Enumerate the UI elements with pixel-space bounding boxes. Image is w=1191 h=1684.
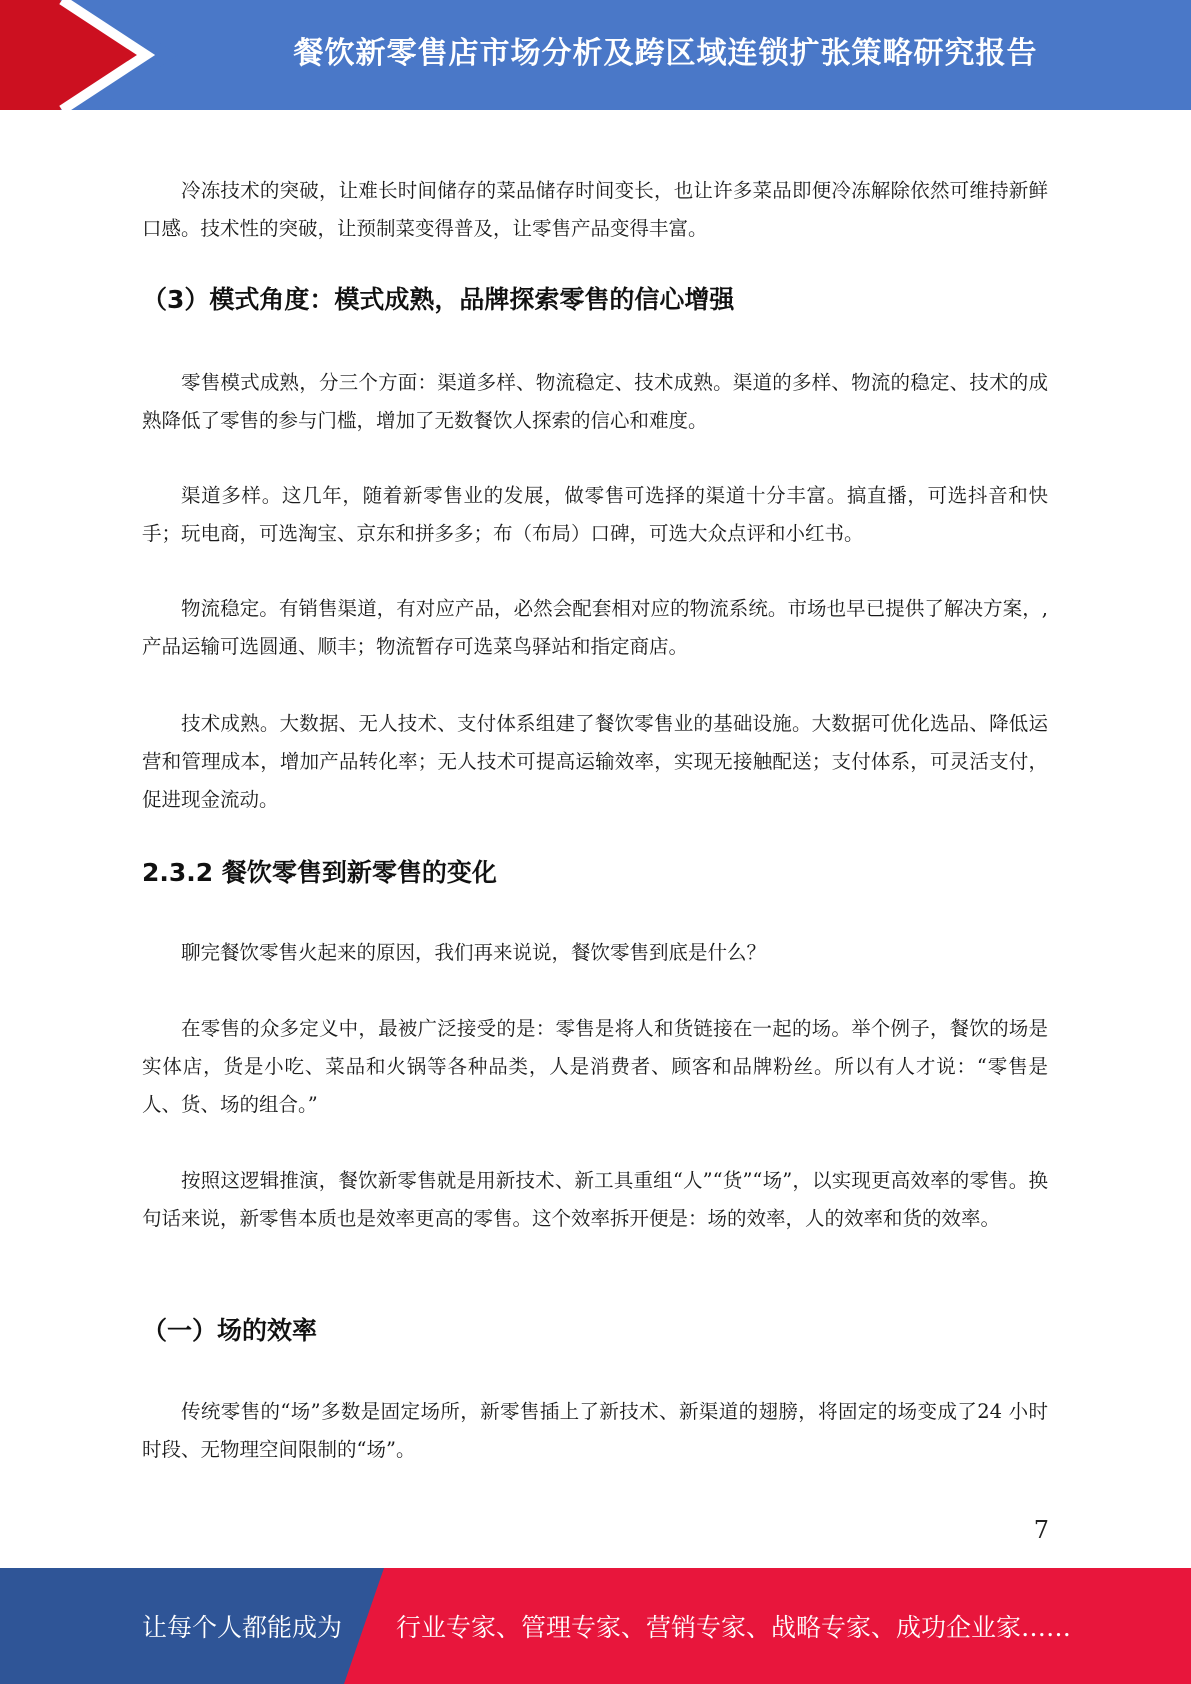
paragraph-model-mature: 零售模式成熟，分三个方面：渠道多样、物流稳定、技术成熟。渠道的多样、物流的稳定、技术的成熟降低了零售的参与门槛，增加了无数餐饮人探索的信心和难度。 xyxy=(142,371,1048,432)
paragraph-channels: 渠道多样。这几年，随着新零售业的发展，做零售可选择的渠道十分丰富。搞直播，可选抖音和快手；玩电商，可选淘宝、京东和拼多多；布（布局）口碑，可选大众点评和小红书。 xyxy=(142,484,1048,545)
paragraph-logistics: 物流稳定。有销售渠道，有对应产品，必然会配套相对应的物流系统。市场也早已提供了解决方案，,产品运输可选圆通、顺丰；物流暂存可选菜鸟驿站和指定商店。 xyxy=(142,597,1048,658)
paragraph-place-efficiency: 传统零售的“场”多数是固定场所，新零售插上了新技术、新渠道的翅膀，将固定的场变成了24 小时时段、无物理空间限制的“场”。 xyxy=(142,1400,1048,1461)
paragraph-what-is-retail: 聊完餐饮零售火起来的原因，我们再来说说，餐饮零售到底是什么？ xyxy=(181,941,767,964)
section-heading-place-efficiency: （一）场的效率 xyxy=(142,1316,318,1345)
paragraph-retail-definition: 在零售的众多定义中，最被广泛接受的是：零售是将人和货链接在一起的场。举个例子，餐饮的场是实体店，货是小吃、菜品和火锅等各种品类，人是消费者、顾客和品牌粉丝。所以有人才说：“零售是人、货、场的组合。” xyxy=(142,1017,1048,1116)
paragraph-technology: 技术成熟。大数据、无人技术、支付体系组建了餐饮零售业的基础设施。大数据可优化选品、降低运营和管理成本，增加产品转化率；无人技术可提高运输效率，实现无接触配送；支付体系，可灵活支付，促进现金流动。 xyxy=(142,712,1048,811)
paragraph-new-retail-logic: 按照这逻辑推演，餐饮新零售就是用新技术、新工具重组“人”“货”“场”，以实现更高效率的零售。换句话来说，新零售本质也是效率更高的零售。这个效率拆开便是：场的效率，人的效率和货的效率。 xyxy=(142,1169,1048,1230)
page-number: 7 xyxy=(1033,1516,1049,1544)
footer-slogan-right: 行业专家、管理专家、营销专家、战略专家、成功企业家…… xyxy=(396,1613,1072,1642)
section-heading-2-3-2: 2.3.2 餐饮零售到新零售的变化 xyxy=(142,858,497,887)
footer-slogan-left: 让每个人都能成为 xyxy=(142,1613,343,1642)
page-footer xyxy=(0,1568,1191,1684)
report-title: 餐饮新零售店市场分析及跨区域连锁扩张策略研究报告 xyxy=(293,36,1038,71)
page-header xyxy=(0,0,1191,110)
paragraph-freezing-tech: 冷冻技术的突破，让难长时间储存的菜品储存时间变长，也让许多菜品即便冷冻解除依然可维持新鲜口感。技术性的突破，让预制菜变得普及，让零售产品变得丰富。 xyxy=(142,179,1048,240)
section-heading-model: （3）模式角度：模式成熟，品牌探索零售的信心增强 xyxy=(142,285,735,314)
